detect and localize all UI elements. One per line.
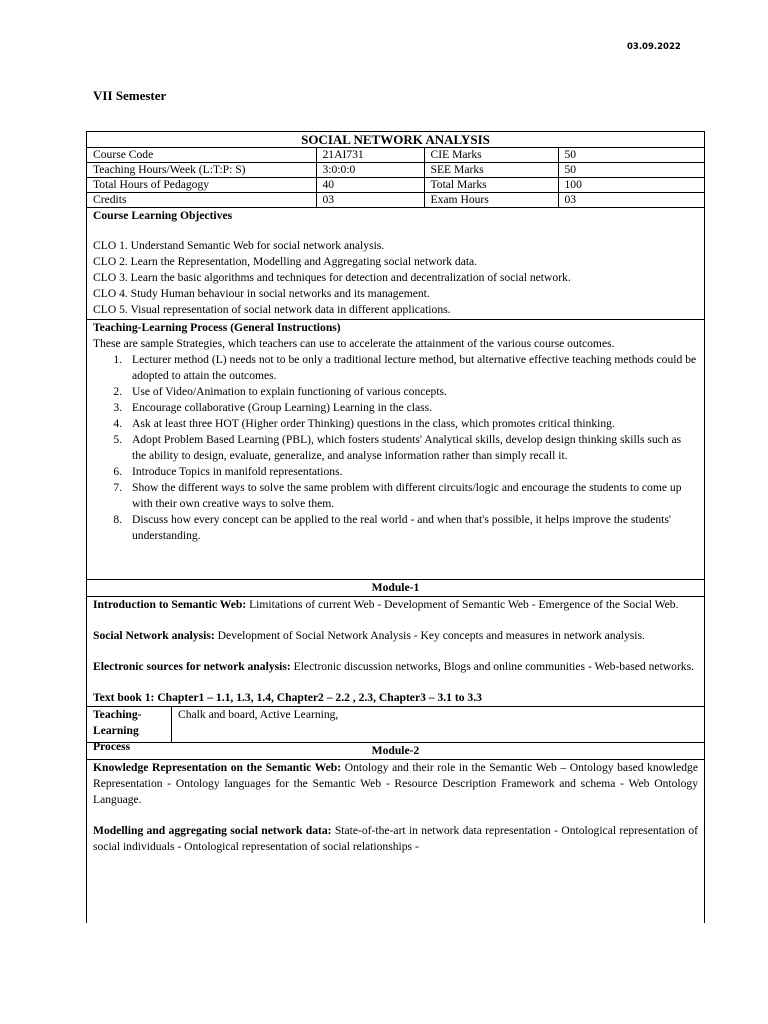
- module-1-content: [87, 597, 704, 706]
- module-2-heading: Module-2: [87, 743, 704, 760]
- course-info-row: [87, 193, 704, 208]
- objective-item: CLO 3. Learn the basic algorithms and techniques for detection and decentralization of social network.: [93, 271, 571, 284]
- info-value-cell: 50: [558, 163, 704, 178]
- teaching-strategy-list: [93, 352, 698, 544]
- topic-title: Social Network analysis:: [93, 629, 215, 642]
- module-topic: [93, 597, 698, 613]
- objective-item: CLO 5. Visual representation of social network data in different applications.: [93, 303, 451, 316]
- info-value-cell: 21AI731: [316, 148, 424, 163]
- topic-title: Knowledge Representation on the Semantic Web:: [93, 761, 342, 774]
- syllabus-sheet: [86, 131, 705, 923]
- strategy-item: 3. Encourage collaborative (Group Learning) Learning in the class.: [125, 400, 698, 416]
- topic-text: Development of Social Network Analysis - Key concepts and measures in network analysis.: [214, 629, 645, 642]
- info-value-cell: 100: [558, 178, 704, 193]
- info-value-cell: 50: [558, 148, 704, 163]
- info-label-cell: CIE Marks: [424, 148, 558, 163]
- course-title: SOCIAL NETWORK ANALYSIS: [87, 132, 704, 148]
- course-info-row: [87, 163, 704, 178]
- topic-text: State-of-the-art in network data representation - Ontological representation of social individuals - Ontological representation of social relationships -: [93, 824, 698, 853]
- teaching-intro: These are sample Strategies, which teachers can use to accelerate the attainment of the various course outcomes.: [93, 337, 615, 350]
- info-label-cell: Credits: [87, 193, 316, 208]
- topic-title: Modelling and aggregating social network data:: [93, 824, 332, 837]
- module-2-content: [87, 760, 704, 855]
- topic-title: Introduction to Semantic Web:: [93, 598, 247, 611]
- teaching-heading: Teaching-Learning Process (General Instructions): [93, 321, 341, 334]
- info-label-cell: Course Code: [87, 148, 316, 163]
- info-value-cell: 40: [316, 178, 424, 193]
- topic-text: Electronic discussion networks, Blogs and online communities - Web-based networks.: [290, 660, 695, 673]
- info-value-cell: 03: [558, 193, 704, 208]
- strategy-item: 4. Ask at least three HOT (Higher order Thinking) questions in the class, which promotes critical thinking.: [125, 416, 698, 432]
- info-value-cell: 3:0:0:0: [316, 163, 424, 178]
- tlp-value: Chalk and board, Active Learning,: [178, 708, 339, 721]
- document-date: 03.09.2022: [627, 42, 681, 52]
- course-objectives-section: [87, 208, 704, 320]
- course-info-table: [87, 148, 704, 208]
- tlp-label: Teaching-Learning Process: [87, 707, 172, 742]
- module-1-heading: Module-1: [87, 580, 704, 597]
- module-topic: [93, 823, 698, 855]
- info-label-cell: Exam Hours: [424, 193, 558, 208]
- info-value-cell: 03: [316, 193, 424, 208]
- strategy-item: 7. Show the different ways to solve the same problem with different circuits/logic and encourage the students to come up with their own creative ways to solve them.: [125, 480, 698, 512]
- objectives-heading: Course Learning Objectives: [93, 209, 233, 222]
- semester-label: VII Semester: [93, 88, 167, 103]
- strategy-item: 2. Use of Video/Animation to explain functioning of various concepts.: [125, 384, 698, 400]
- info-label-cell: Total Marks: [424, 178, 558, 193]
- objective-item: CLO 2. Learn the Representation, Modelling and Aggregating social network data.: [93, 255, 478, 268]
- strategy-item: 8. Discuss how every concept can be applied to the real world - and when that's possible, it helps improve the students' understanding.: [125, 512, 698, 544]
- objective-item: CLO 4. Study Human behaviour in social networks and its management.: [93, 287, 430, 300]
- info-label-cell: Teaching Hours/Week (L:T:P: S): [87, 163, 316, 178]
- topic-title: Electronic sources for network analysis:: [93, 660, 291, 673]
- textbook-reference: Text book 1: Chapter1 – 1.1, 1.3, 1.4, Chapter2 – 2.2 , 2.3, Chapter3 – 3.1 to 3.3: [93, 691, 482, 704]
- module-topic: [93, 659, 698, 675]
- teaching-learning-section: [87, 320, 704, 580]
- info-label-cell: Total Hours of Pedagogy: [87, 178, 316, 193]
- objectives-list: [93, 238, 698, 318]
- strategy-item: 5. Adopt Problem Based Learning (PBL), which fosters students' Analytical skills, develop design thinking skills such as the ability to design, evaluate, generalize, and analyse information rather than simply recall it.: [125, 432, 698, 464]
- strategy-item: 6. Introduce Topics in manifold representations.: [125, 464, 698, 480]
- topic-text: Limitations of current Web - Development of Semantic Web - Emergence of the Social Web.: [246, 598, 679, 611]
- course-info-row: [87, 178, 704, 193]
- objective-item: CLO 1. Understand Semantic Web for social network analysis.: [93, 239, 385, 252]
- strategy-item: 1. Lecturer method (L) needs not to be only a traditional lecture method, but alternative effective teaching methods could be adopted to attain the outcomes.: [125, 352, 698, 384]
- info-label-cell: SEE Marks: [424, 163, 558, 178]
- course-info-row: [87, 148, 704, 163]
- module-topic: [93, 760, 698, 808]
- topic-text: Ontology and their role in the Semantic Web – Ontology based knowledge Representation - Ontology languages for the Semantic Web - Resource Description Framework and schema - Web Ontology Language.: [93, 761, 698, 806]
- module-topic: [93, 628, 698, 644]
